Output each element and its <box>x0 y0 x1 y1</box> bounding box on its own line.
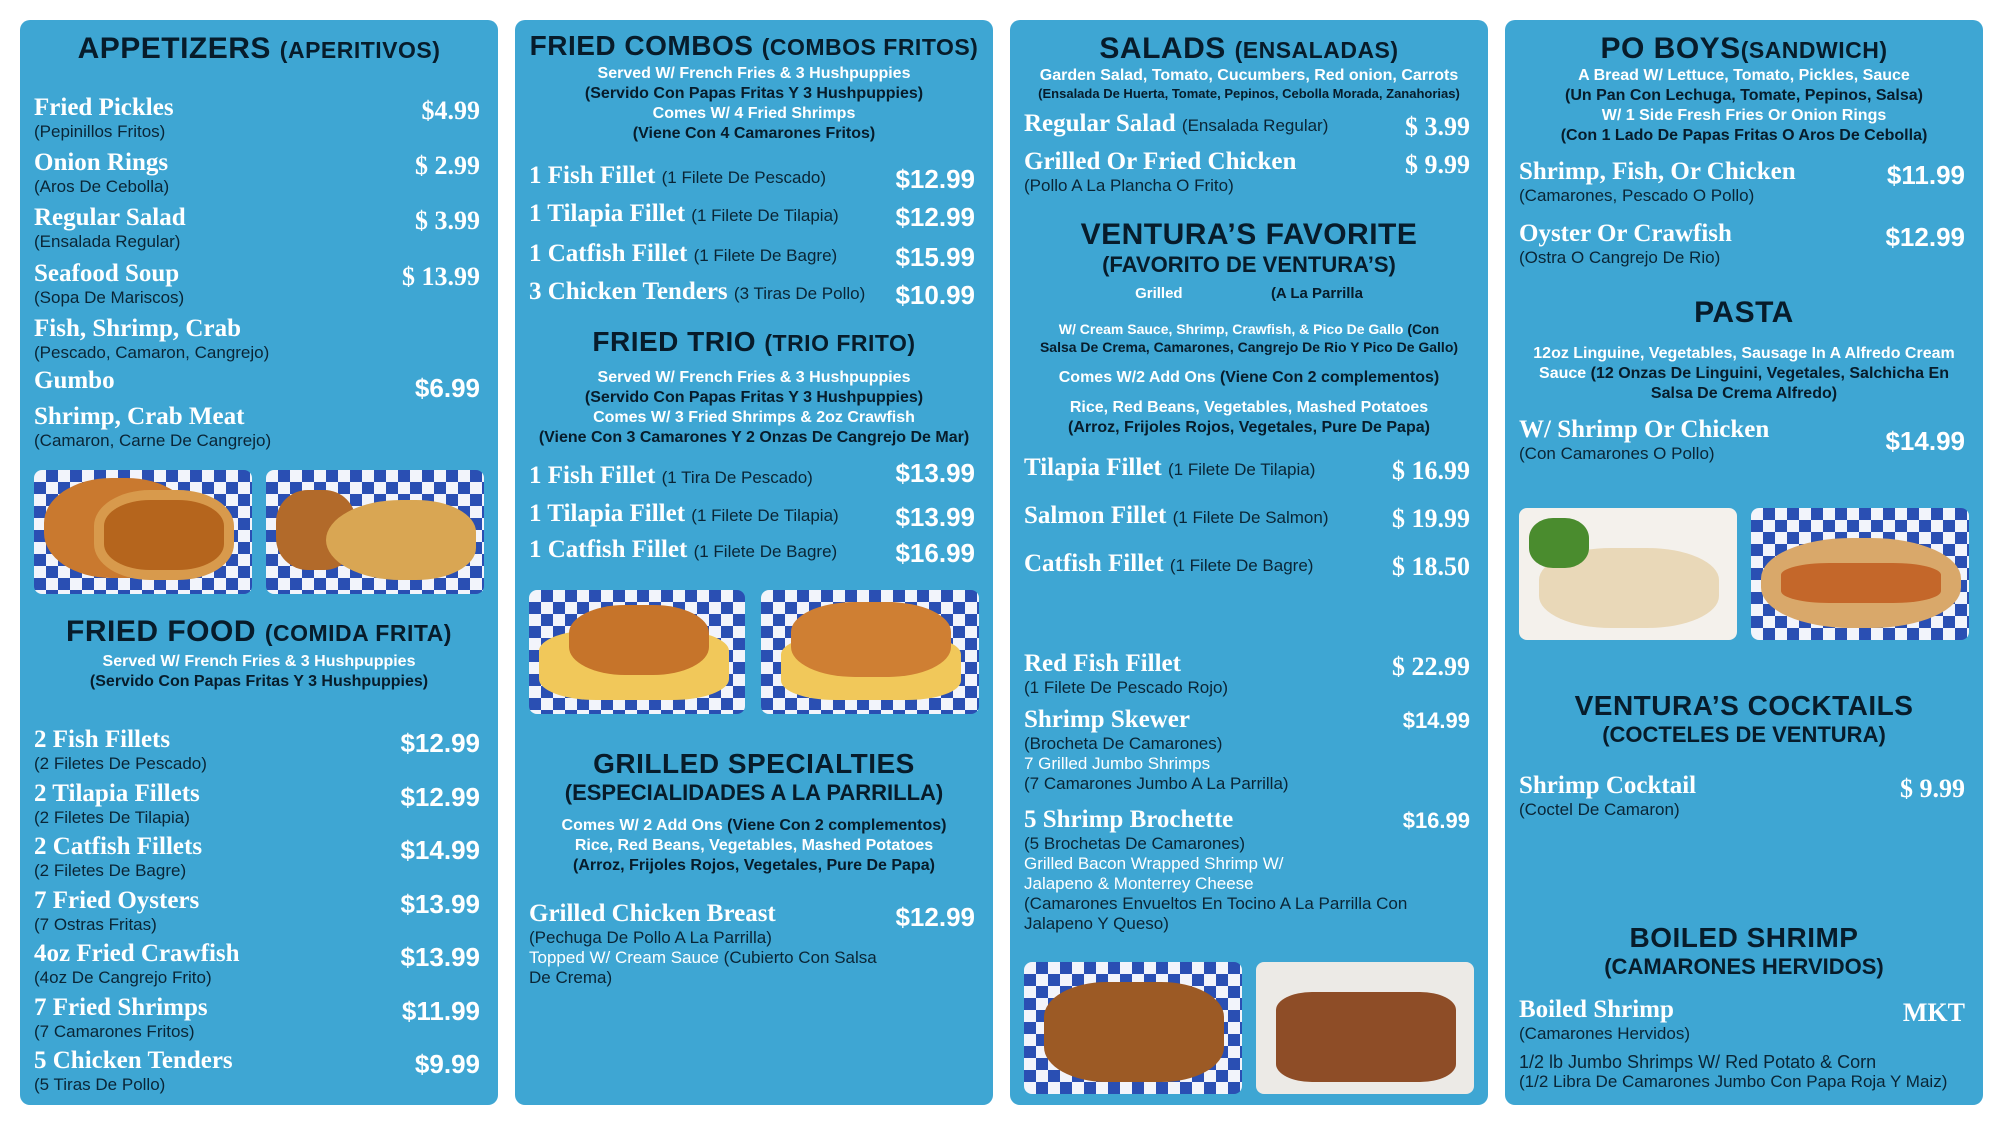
pasta-photo <box>1519 508 1737 640</box>
menu-item: Tilapia Fillet (1 Filete De Tilapia) $ 16.99 <box>1024 454 1470 485</box>
price: $12.99 <box>895 902 975 932</box>
price: $ 9.99 <box>1900 774 1965 803</box>
food-image <box>1781 563 1941 603</box>
price: $16.99 <box>1402 808 1470 833</box>
menu-item: Fish, Shrimp, Crab (Pescado, Camaron, Cangrejo) <box>34 315 270 362</box>
onion-rings-photo <box>34 470 252 594</box>
menu-item: W/ Shrimp Or Chicken (Con Camarones O Pollo) $14.99 <box>1519 416 1965 463</box>
menu-item: Grilled Chicken Breast (Pechuga De Pollo A La Parrilla) Topped W/ Cream Sauce (Cubierto Con Salsa De Crema) $12.99 <box>529 900 975 987</box>
menu-item: Shrimp Cocktail (Coctel De Camaron) $ 9.99 <box>1519 772 1965 819</box>
price: $12.99 <box>895 202 975 232</box>
menu-item: 2 Fish Fillets (2 Filetes De Pescado) $12.99 <box>34 726 480 773</box>
menu-item: Regular Salad (Ensalada Regular) $ 3.99 <box>1024 110 1470 141</box>
fried-fish-photo <box>266 470 484 594</box>
price: $11.99 <box>401 996 480 1026</box>
appetizers-title: APPETIZERS (APERITIVOS) <box>77 32 441 65</box>
appetizers-panel <box>20 20 498 1105</box>
menu-item: Red Fish Fillet (1 Filete De Pescado Rojo) $ 22.99 <box>1024 650 1470 697</box>
price: $ 9.99 <box>1405 150 1470 179</box>
menu-item: Shrimp, Fish, Or Chicken (Camarones, Pescado O Pollo) $11.99 <box>1519 158 1965 205</box>
fried-combos-note: Served W/ French Fries & 3 Hushpuppies (Servido Con Papas Fritas Y 3 Hushpuppies) Comes W/ 4 Fried Shrimps (Viene Con 4 Camarones Fritos) <box>584 65 924 142</box>
food-image <box>94 490 234 580</box>
boiled-shrimp-title: BOILED SHRIMP <box>1629 922 1859 953</box>
price: $10.99 <box>895 280 975 310</box>
menu-item: 1 Tilapia Fillet (1 Filete De Tilapia) $12.99 <box>529 200 975 232</box>
menu-item: 7 Fried Shrimps (7 Camarones Fritos) $11.99 <box>34 994 480 1041</box>
price: $12.99 <box>400 782 480 812</box>
food-image <box>1276 992 1456 1082</box>
price: $ 13.99 <box>402 262 480 291</box>
menu-item: 1 Fish Fillet (1 Filete De Pescado) $12.99 <box>529 162 975 194</box>
price: $ 19.99 <box>1392 504 1470 533</box>
salads-note: Garden Salad, Tomato, Cucumbers, Red onion, Carrots (Ensalada De Huerta, Tomate, Pepinos, Cebolla Morada, Zanahorias) <box>1038 67 1460 101</box>
grilled-specialties-subtitle: (ESPECIALIDADES A LA PARRILLA) <box>564 780 944 805</box>
po-boy-photo <box>1751 508 1969 640</box>
pasta-title: PASTA <box>1694 296 1794 329</box>
menu-item: 2 Catfish Fillets (2 Filetes De Bagre) $14.99 <box>34 833 480 880</box>
price: $14.99 <box>1885 426 1965 456</box>
menu-item: Catfish Fillet (1 Filete De Bagre) $ 18.50 <box>1024 550 1470 581</box>
shrimp-brochette-photo <box>1256 962 1474 1094</box>
grilled-specialties-note: Comes W/ 2 Add Ons (Viene Con 2 complementos) Rice, Red Beans, Vegetables, Mashed Potatoes (Arroz, Frijoles Rojos, Vegetales, Pure De Papa) <box>561 817 947 874</box>
menu-item: Oyster Or Crawfish (Ostra O Cangrejo De Rio) $12.99 <box>1519 220 1965 267</box>
price: $16.99 <box>895 538 975 568</box>
price: $11.99 <box>1886 160 1965 190</box>
menu-item: Boiled Shrimp (Camarones Hervidos) MKT <box>1519 996 1965 1043</box>
fried-trio-title: FRIED TRIO (TRIO FRITO) <box>592 326 916 357</box>
venturas-favorite-grilled: Grilled (A La Parrilla <box>1135 285 1363 302</box>
price: $12.99 <box>1885 222 1965 252</box>
fried-food-title: FRIED FOOD (COMIDA FRITA) <box>66 615 452 648</box>
hushpuppies-photo <box>1024 962 1242 1094</box>
fried-food-note: Served W/ French Fries & 3 Hushpuppies (Servido Con Papas Fritas Y 3 Hushpuppies) <box>89 653 429 690</box>
fried-shrimp-photo <box>761 590 979 714</box>
menu-item: 1 Tilapia Fillet (1 Filete De Tilapia) $13.99 <box>529 500 975 532</box>
menu-item: Fried Pickles (Pepinillos Fritos) $4.99 <box>34 94 480 141</box>
menu-item: 3 Chicken Tenders (3 Tiras De Pollo) $10.99 <box>529 278 975 310</box>
price: $ 16.99 <box>1392 456 1470 485</box>
menu-item: Gumbo $6.99 <box>34 367 480 403</box>
po-boys-panel <box>1505 20 1983 1105</box>
menu-item: 7 Fried Oysters (7 Ostras Fritas) $13.99 <box>34 887 480 934</box>
price: $ 3.99 <box>1405 112 1470 141</box>
menu-item: Onion Rings (Aros De Cebolla) $ 2.99 <box>34 149 480 196</box>
menu-item: Regular Salad (Ensalada Regular) $ 3.99 <box>34 204 480 251</box>
price: $13.99 <box>400 942 480 972</box>
price: $ 3.99 <box>415 206 480 235</box>
menu-item: 2 Tilapia Fillets (2 Filetes De Tilapia) $12.99 <box>34 780 480 827</box>
po-boys-title: PO BOYS(SANDWICH) <box>1600 32 1888 65</box>
price: $4.99 <box>421 96 480 125</box>
salads-panel <box>1010 20 1488 1105</box>
pasta-note: 12oz Linguine, Vegetables, Sausage In A Alfredo Cream Sauce (12 Onzas De Linguini, Vegetales, Salchicha En Salsa De Crema Alfredo) <box>1533 345 1955 402</box>
cocktails-subtitle: (COCTELES DE VENTURA) <box>1602 722 1886 747</box>
food-image <box>1044 982 1224 1082</box>
fried-combos-title: FRIED COMBOS (COMBOS FRITOS) <box>529 30 979 61</box>
menu-item: 1/2 lb Jumbo Shrimps W/ Red Potato & Corn (1/2 Libra De Camarones Jumbo Con Papa Roja Y Maiz) <box>1519 1052 1948 1091</box>
menu-item: Salmon Fillet (1 Filete De Salmon) $ 19.99 <box>1024 502 1470 533</box>
price: $ 2.99 <box>415 151 480 180</box>
price: $12.99 <box>895 164 975 194</box>
menu-item: 5 Shrimp Brochette (5 Brochetas De Camarones) Grilled Bacon Wrapped Shrimp W/ Jalapeno & Monterrey Cheese (Camarones Envueltos En Tocino A La Parrilla Con Jalapeno Y Queso) $16.99 <box>1024 806 1470 933</box>
menu-item: Grilled Or Fried Chicken (Pollo A La Plancha O Frito) $ 9.99 <box>1024 148 1470 195</box>
price: $14.99 <box>400 835 480 865</box>
venturas-favorite-note: W/ Cream Sauce, Shrimp, Crawfish, & Pico De Gallo (Con Salsa De Crema, Camarones, Cangrejo De Rio Y Pico De Gallo) <box>1039 321 1459 355</box>
price: MKT <box>1902 998 1965 1027</box>
menu-item: Shrimp Skewer (Brocheta De Camarones) 7 Grilled Jumbo Shrimps (7 Camarones Jumbo A La Parrilla) $14.99 <box>1024 706 1470 793</box>
price: $13.99 <box>895 458 975 488</box>
food-image <box>569 605 709 675</box>
price: $ 18.50 <box>1392 552 1470 581</box>
price: $6.99 <box>414 373 480 403</box>
menu-item: 1 Catfish Fillet (1 Filete De Bagre) $15.99 <box>529 240 975 272</box>
menu-item: 1 Fish Fillet (1 Tira De Pescado) $13.99 <box>529 458 975 489</box>
food-image <box>791 602 951 677</box>
venturas-favorite-title: VENTURA’S FAVORITE <box>1080 218 1418 251</box>
fried-trio-note: Served W/ French Fries & 3 Hushpuppies (Servido Con Papas Fritas Y 3 Hushpuppies) Comes W/ 3 Fried Shrimps & 2oz Crawfish (Viene Con 3 Camarones Y 2 Onzas De Cangrejo De Mar) <box>538 369 970 446</box>
food-image <box>326 500 476 580</box>
price: $13.99 <box>895 502 975 532</box>
salads-title: SALADS (ENSALADAS) <box>1099 32 1399 65</box>
venturas-favorite-subtitle: (FAVORITO DE VENTURA’S) <box>1102 252 1396 277</box>
price: $14.99 <box>1402 708 1470 733</box>
price: $12.99 <box>400 728 480 758</box>
boiled-shrimp-subtitle: (CAMARONES HERVIDOS) <box>1604 954 1884 979</box>
menu-item: 4oz Fried Crawfish (4oz De Cangrejo Frito) $13.99 <box>34 940 480 987</box>
food-image <box>1529 518 1589 568</box>
menu-item: 5 Chicken Tenders (5 Tiras De Pollo) $9.99 <box>34 1047 480 1094</box>
cocktails-title: VENTURA’S COCKTAILS <box>1574 690 1914 721</box>
menu-item: Seafood Soup (Sopa De Mariscos) $ 13.99 <box>34 260 480 307</box>
menu-item: Shrimp, Crab Meat (Camaron, Carne De Cangrejo) <box>34 403 272 450</box>
price: $15.99 <box>895 242 975 272</box>
price: $13.99 <box>400 889 480 919</box>
combos-panel <box>515 20 993 1105</box>
venturas-favorite-sides: Rice, Red Beans, Vegetables, Mashed Potatoes (Arroz, Frijoles Rojos, Vegetales, Pure De Papa) <box>1068 399 1430 436</box>
po-boys-note: A Bread W/ Lettuce, Tomato, Pickles, Sauce (Un Pan Con Lechuga, Tomate, Pepinos, Salsa) W/ 1 Side Fresh Fries Or Onion Rings (Con 1 Lado De Papas Fritas O Aros De Cebolla) <box>1560 67 1928 144</box>
grilled-specialties-title: GRILLED SPECIALTIES <box>593 748 915 779</box>
price: $ 22.99 <box>1392 652 1470 681</box>
fried-shrimp-fries-photo <box>529 590 745 714</box>
venturas-favorite-addons: Comes W/2 Add Ons (Viene Con 2 complementos) <box>1058 369 1440 386</box>
menu-item: 1 Catfish Fillet (1 Filete De Bagre) $16.99 <box>529 536 975 568</box>
price: $9.99 <box>414 1049 480 1079</box>
